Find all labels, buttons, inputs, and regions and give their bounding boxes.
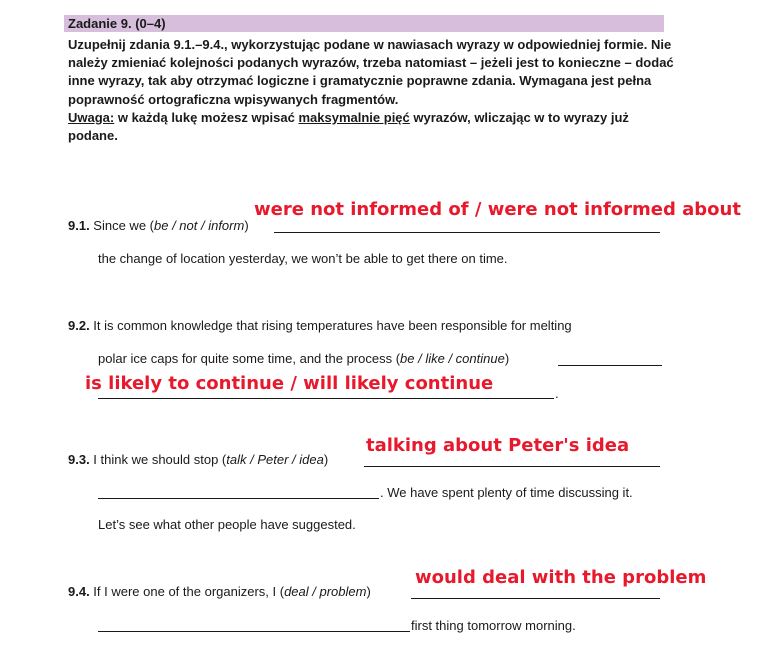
item-number: 9.4. [68, 584, 90, 599]
item-9-3-line1 [68, 451, 328, 469]
task-header: Zadanie 9. (0–4) [64, 15, 664, 32]
item-text: ) [366, 584, 371, 599]
item-text: It is common knowledge that rising temperatures have been responsible for melting [89, 318, 572, 333]
item-9-1-line2: the change of location yesterday, we won’t be able to get there on time. [98, 251, 508, 266]
item-number: 9.3. [68, 452, 90, 467]
item-9-2-line1 [68, 317, 572, 335]
note-text-2: wyrazów, wliczając w to wyrazy już podane. [68, 109, 629, 144]
task-instructions [68, 36, 678, 145]
item-text: If I were one of the organizers, I ( [89, 584, 285, 599]
item-hint: be / like / continue [400, 351, 505, 366]
instructions-text: Uzupełnij zdania 9.1.–9.4., wykorzystując podane w nawiasach wyrazy w odpowiedniej formie. Nie należy zmieniać kolejności podanych wyrazów, trzeba natomiast – jeżeli jest to konieczne – dodać inne wyrazy, tak aby otrzymać logiczne i gramatycznie poprawne zdania. Wymagana jest pełna poprawność ortograficzna wpisywanych fragmentów. [68, 37, 674, 107]
item-text: Since we ( [89, 218, 154, 233]
item-text: I think we should stop ( [89, 452, 227, 467]
item-number: 9.1. [68, 218, 90, 233]
blank-9-2a[interactable] [558, 365, 662, 366]
answer-9-4: would deal with the problem [415, 567, 707, 588]
item-9-2-line2 [98, 350, 509, 368]
blank-9-3b[interactable] [98, 498, 379, 499]
answer-9-1: were not informed of / were not informed about [254, 199, 741, 220]
blank-9-4b[interactable] [98, 631, 410, 632]
item-text: ) [504, 351, 510, 366]
item-hint: deal / problem [284, 584, 367, 599]
item-hint: talk / Peter / idea [226, 452, 324, 467]
item-hint: be / not / inform [154, 218, 245, 233]
item-9-4-line2: first thing tomorrow morning. [411, 618, 576, 633]
note-text-1: w każdą lukę możesz wpisać [114, 109, 299, 125]
blank-9-1[interactable] [274, 232, 660, 233]
blank-9-3a[interactable] [364, 466, 660, 467]
item-9-3-line3: Let’s see what other people have suggested. [98, 517, 356, 532]
item-text: polar ice caps for quite some time, and the process ( [98, 351, 401, 366]
item-9-4-line1 [68, 583, 371, 601]
item-9-3-line2: . We have spent plenty of time discussing it. [380, 485, 633, 500]
answer-9-2: is likely to continue / will likely continue [85, 373, 494, 394]
item-9-1-line1 [68, 217, 249, 235]
note-emphasis: maksymalnie pięć [298, 109, 410, 125]
item-9-2-end: . [555, 386, 559, 401]
item-text: ) [323, 452, 329, 467]
blank-9-2b[interactable] [98, 398, 554, 399]
note-label: Uwaga: [68, 109, 115, 125]
item-text: ) [244, 218, 249, 233]
answer-9-3: talking about Peter's idea [366, 435, 630, 456]
blank-9-4a[interactable] [411, 598, 660, 599]
item-number: 9.2. [68, 318, 90, 333]
